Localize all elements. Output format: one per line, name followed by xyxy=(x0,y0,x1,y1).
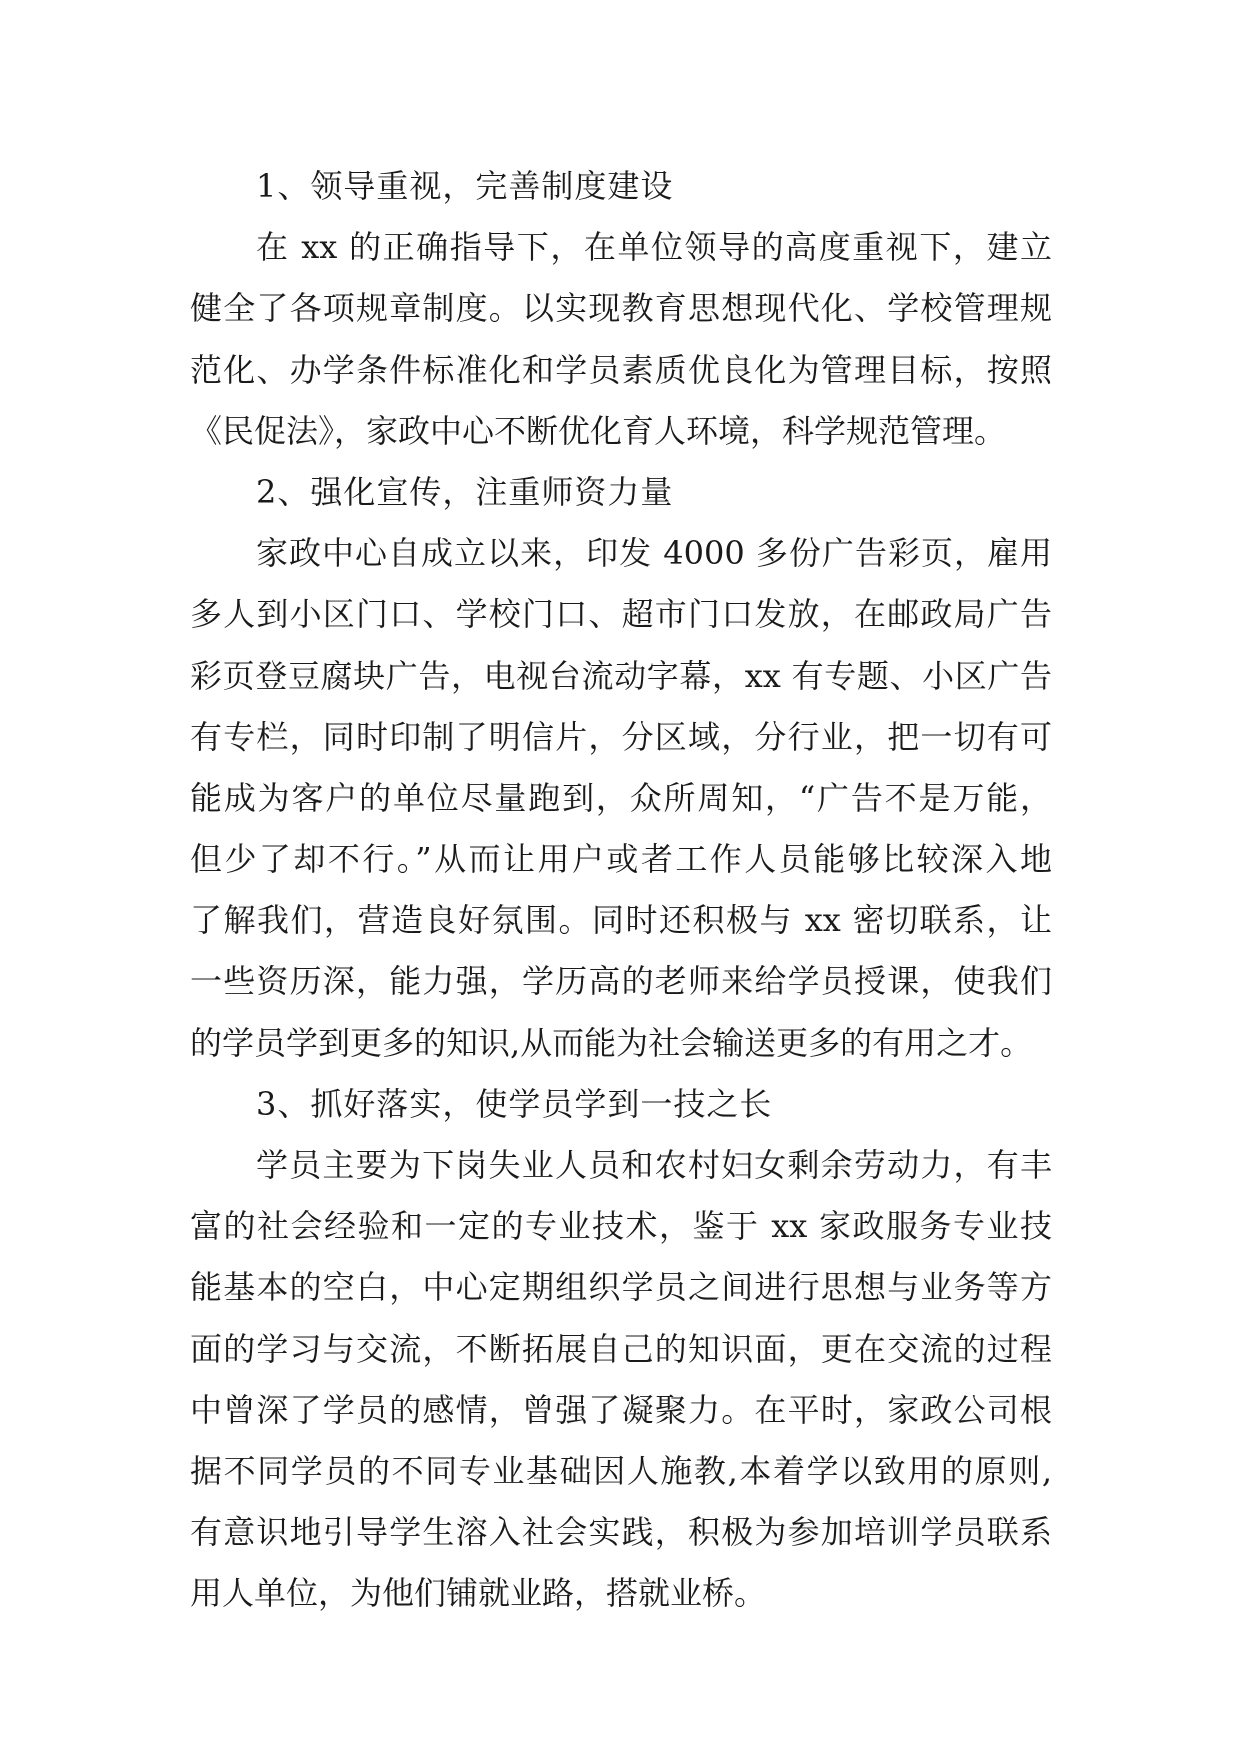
paragraph-line: 用人单位，为他们铺就业路，搭就业桥。 xyxy=(190,1574,767,1613)
paragraph-line: 能基本的空白，中心定期组织学员之间进行思想与业务等方 xyxy=(190,1268,1052,1307)
paragraph-line: 彩页登豆腐块广告，电视台流动字幕，xx 有专题、小区广告 xyxy=(190,656,1052,695)
paragraph-line: 面的学习与交流，不断拓展自己的知识面，更在交流的过程 xyxy=(190,1329,1052,1368)
paragraph-line: 在 xx 的正确指导下，在单位领导的高度重视下，建立 xyxy=(256,228,1052,267)
paragraph-line: 家政中心自成立以来，印发 4000 多份广告彩页，雇用 xyxy=(256,534,1052,573)
paragraph-line: 富的社会经验和一定的专业技术，鉴于 xx 家政服务专业技 xyxy=(190,1207,1052,1246)
section-heading-2: 2、强化宣传，注重师资力量 xyxy=(256,472,674,511)
paragraph-line: 据不同学员的不同专业基础因人施教,本着学以致用的原则, xyxy=(190,1451,1052,1490)
paragraph-line: 了解我们，营造良好氛围。同时还积极与 xx 密切联系，让 xyxy=(190,901,1052,940)
paragraph-line: 范化、办学条件标准化和学员素质优良化为管理目标，按照 xyxy=(190,350,1052,389)
paragraph-line: 《民促法》，家政中心不断优化育人环境，科学规范管理。 xyxy=(190,411,1007,450)
paragraph-line: 的学员学到更多的知识,从而能为社会输送更多的有用之才。 xyxy=(190,1023,1033,1062)
paragraph-line: 一些资历深，能力强，学历高的老师来给学员授课，使我们 xyxy=(190,962,1052,1001)
paragraph-line: 但少了却不行。”从而让用户或者工作人员能够比较深入地 xyxy=(190,840,1052,879)
paragraph-line: 有意识地引导学生溶入社会实践，积极为参加培训学员联系 xyxy=(190,1513,1052,1552)
paragraph-line: 中曾深了学员的感情，曾强了凝聚力。在平时，家政公司根 xyxy=(190,1390,1052,1429)
document-body xyxy=(190,156,1052,1625)
paragraph-line: 健全了各项规章制度。以实现教育思想现代化、学校管理规 xyxy=(190,289,1052,328)
paragraph-line: 能成为客户的单位尽量跑到，众所周知，“广告不是万能， xyxy=(190,778,1052,817)
paragraph-line: 有专栏，同时印制了明信片，分区域，分行业，把一切有可 xyxy=(190,717,1052,756)
section-heading-3: 3、抓好落实，使学员学到一技之长 xyxy=(256,1084,773,1123)
section-heading-1: 1、领导重视，完善制度建设 xyxy=(256,167,674,205)
paragraph-line: 多人到小区门口、学校门口、超市门口发放，在邮政局广告 xyxy=(190,595,1052,634)
paragraph-line: 学员主要为下岗失业人员和农村妇女剩余劳动力，有丰 xyxy=(256,1146,1052,1184)
